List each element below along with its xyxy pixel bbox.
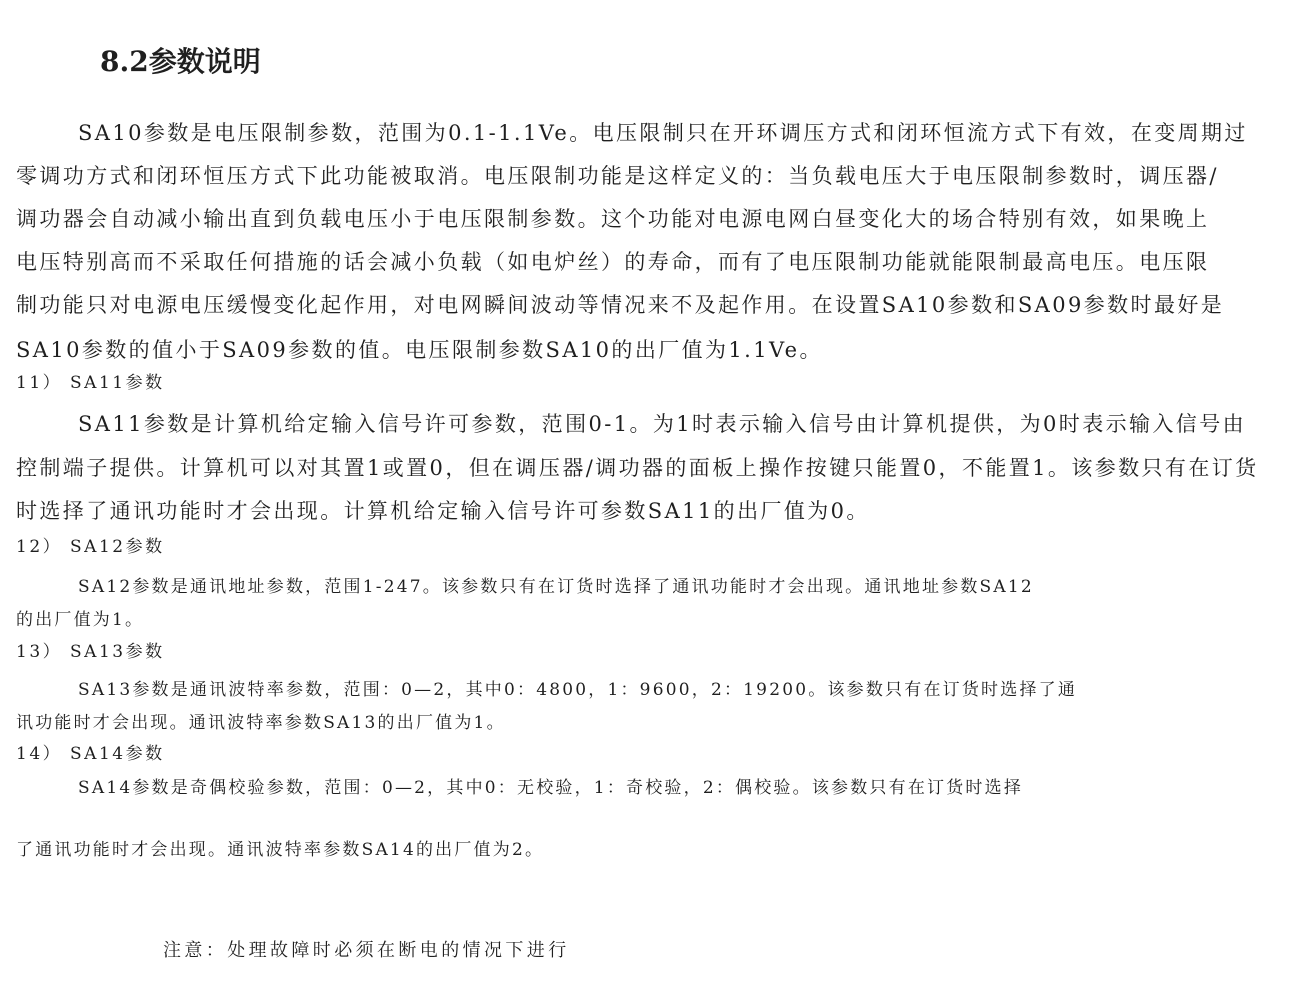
sa11-line: 时选择了通讯功能时才会出现。计算机给定输入信号许可参数SA11的出厂值为0。 [16, 499, 870, 523]
safety-note: 注意：处理故障时必须在断电的情况下进行 [163, 940, 570, 961]
sa11-line: SA11参数是计算机给定输入信号许可参数，范围0-1。为1时表示输入信号由计算机提供，为0时表示输入信号由 [78, 412, 1247, 436]
sa10-line: 调功器会自动减小输出直到负载电压小于电压限制参数。这个功能对电源电网白昼变化大的场合特别有效，如果晚上 [16, 207, 1210, 231]
sa13-line: SA13参数是通讯波特率参数，范围：0—2，其中0：4800，1：9600，2：19200。该参数只有在订货时选择了通 [78, 680, 1078, 700]
sa10-line: SA10参数是电压限制参数，范围为0.1-1.1Ve。电压限制只在开环调压方式和闭环恒流方式下有效，在变周期过 [78, 121, 1248, 145]
sa12-heading: 12） SA12参数 [16, 537, 165, 557]
sa14-line: 了通讯功能时才会出现。通讯波特率参数SA14的出厂值为2。 [16, 840, 545, 860]
sa11-heading: 11） SA11参数 [16, 373, 165, 393]
sa10-line: 电压特别高而不采取任何措施的话会减小负载（如电炉丝）的寿命，而有了电压限制功能就能限制最高电压。电压限 [16, 250, 1210, 274]
sa14-line: SA14参数是奇偶校验参数，范围：0—2，其中0：无校验，1：奇校验，2：偶校验。该参数只有在订货时选择 [78, 778, 1024, 798]
sa14-heading: 14） SA14参数 [16, 744, 165, 764]
sa12-line: SA12参数是通讯地址参数，范围1-247。该参数只有在订货时选择了通讯功能时才会出现。通讯地址参数SA12 [78, 577, 1034, 597]
sa12-line: 的出厂值为1。 [16, 610, 145, 630]
sa10-line: 制功能只对电源电压缓慢变化起作用，对电网瞬间波动等情况来不及起作用。在设置SA10参数和SA09参数时最好是 [16, 293, 1225, 317]
sa13-heading: 13） SA13参数 [16, 642, 165, 662]
sa10-line: SA10参数的值小于SA09参数的值。电压限制参数SA10的出厂值为1.1Ve。 [16, 338, 823, 362]
sa11-line: 控制端子提供。计算机可以对其置1或置0，但在调压器/调功器的面板上操作按键只能置0，不能置1。该参数只有在订货 [16, 456, 1259, 480]
sa10-line: 零调功方式和闭环恒压方式下此功能被取消。电压限制功能是这样定义的：当负载电压大于电压限制参数时，调压器/ [16, 164, 1219, 188]
sa13-line: 讯功能时才会出现。通讯波特率参数SA13的出厂值为1。 [16, 713, 506, 733]
section-title: 8.2参数说明 [100, 45, 261, 78]
